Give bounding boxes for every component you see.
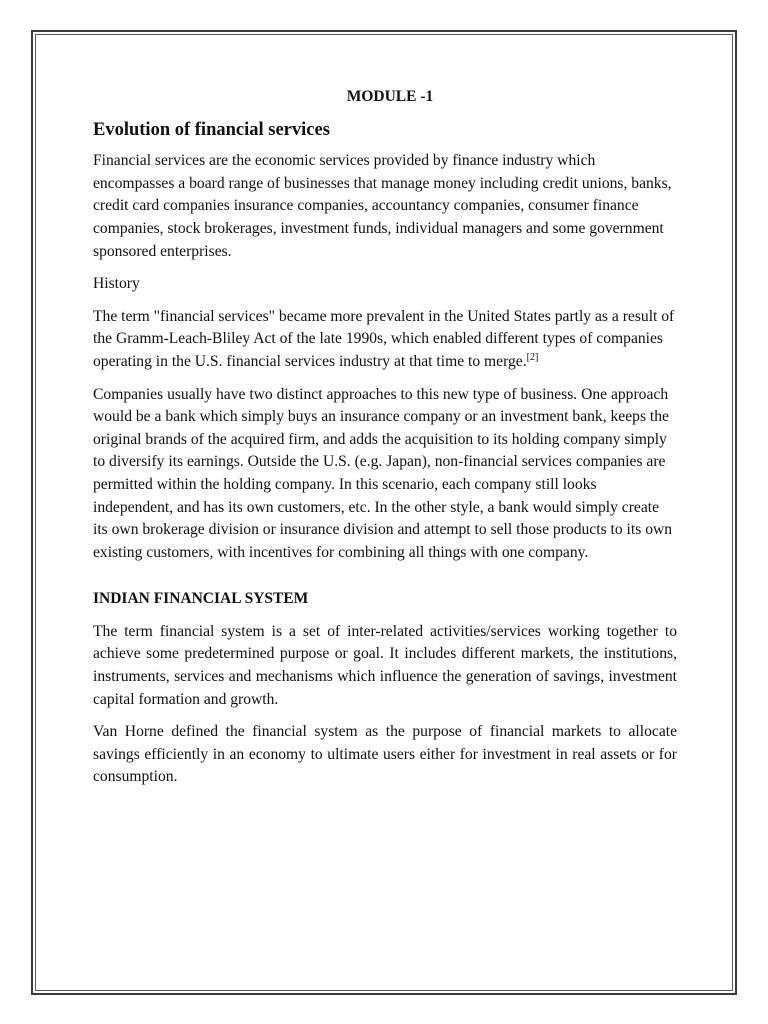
history-citation: [2] [526, 351, 539, 363]
history-paragraph [93, 306, 677, 374]
indian-financial-system-paragraph: The term financial system is a set of inter-related activities/services working together to achieve some predetermined purpose or goal. It includes different markets, the institutions, instruments, services and mechanisms which influence the generation of savings, investment capital formation and growth. [93, 622, 677, 708]
indian-financial-system-heading: INDIAN FINANCIAL SYSTEM [93, 590, 309, 608]
approaches-paragraph: Companies usually have two distinct approaches to this new type of business. One approach would be a bank which simply buys an insurance company or an investment bank, keeps the original brands of the acquired firm, and adds the acquisition to its holding company simply to diversify its earnings. Outside the U.S. (e.g. Japan), non-financial services companies are permitted within the holding company. In this scenario, each company still looks independent, and has its own customers, etc. In the other style, a bank would simply create its own brokerage division or insurance division and attempt to sell those products to its own existing customers, with incentives for combining all things with one company. [93, 385, 673, 561]
module-title: MODULE -1 [346, 88, 434, 105]
intro-paragraph: Financial services are the economic services provided by finance industry which encompasses a board range of businesses that manage money including credit unions, banks, credit card companies insurance companies, accountancy companies, consumer finance companies, stock brokerages, investment funds, individual managers and some government sponsored enterprises. [93, 152, 672, 260]
history-paragraph-text: The term "financial services" became more prevalent in the United States partly as a result of the Gramm-Leach-Bliley Act of the late 1990s, which enabled different types of companies operating in the U.S. financial services industry at that time to merge. [93, 307, 675, 370]
history-label: History [93, 275, 140, 293]
van-horne-paragraph: Van Horne defined the financial system as the purpose of financial markets to allocate savings efficiently in an economy to ultimate users either for investment in real assets or for consumption. [93, 723, 677, 786]
section-title: Evolution of financial services [93, 119, 330, 140]
document-content [93, 86, 677, 799]
